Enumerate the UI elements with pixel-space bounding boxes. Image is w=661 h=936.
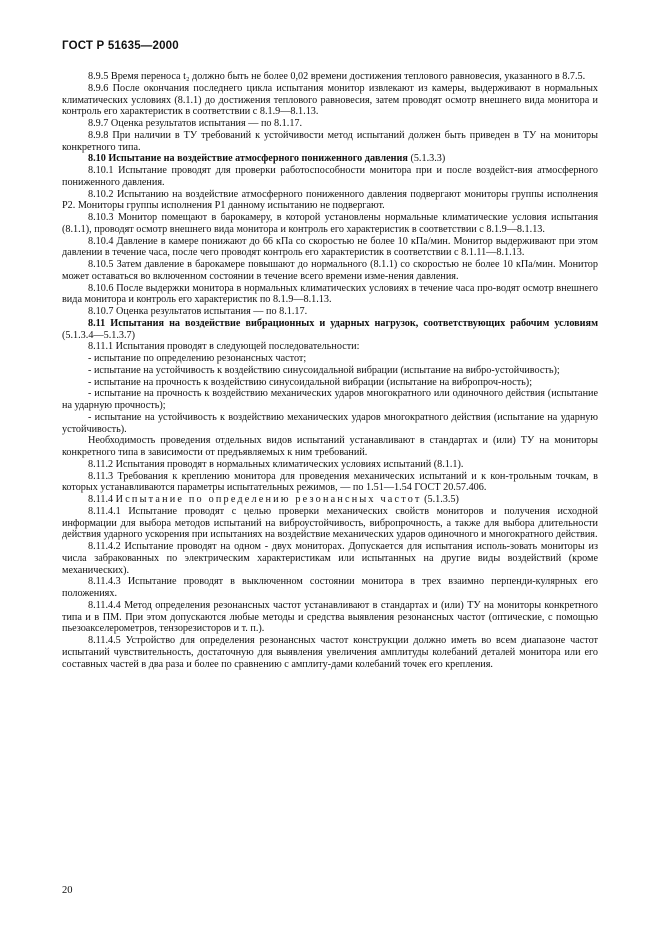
clause-text: Давление в камере понижают до 66 кПа со скоростью не более 10 кПа/мин. Монитор выдерживают при этом давлении в течение часа, после чего проводят контроль его характеристик в соответствии с 8.1.11—8.1.13. — [62, 235, 599, 259]
clause-paragraph — [62, 236, 598, 260]
list-item — [62, 353, 598, 365]
clause-number: 8.10.7 — [88, 306, 114, 317]
clause-paragraph — [62, 212, 598, 236]
clause-number: 8.9.8 — [88, 129, 109, 141]
clause-number: 8.11.4.1 — [88, 505, 121, 517]
clause-text: Испытание проводят для проверки работоспособности монитора при и после воздейст-вия атмосферного пониженного давления. — [62, 165, 598, 188]
section-title: Испытания на воздействие вибрационных и ударных нагрузок, соответствующих рабочим условиям — [110, 317, 599, 329]
clause-paragraph — [62, 459, 598, 471]
clause-number: 8.10.6 — [88, 282, 114, 294]
clause-text: Устройство для определения резонансных частот конструкции должно иметь во всем диапазоне частот испытаний чувствительность, достаточную для выявления увеличения амплитуды колебаний деталей монитора или его составных частей в два раза и более по сравнению с амплиту-дами колебаний точек его крепления. — [62, 635, 598, 670]
clause-text: При наличии в ТУ требований к устойчивости метод испытаний должен быть приведен в ТУ на мониторы конкретного типа. — [62, 129, 598, 153]
clause-text: Время переноса t₂ должно быть не более 0,02 времени достижения теплового равновесия, указанного в 8.7.5. — [110, 71, 586, 82]
clause-paragraph — [62, 576, 598, 600]
list-item-text: - испытание на устойчивость к воздействию синусоидальной вибрации (испытание на вибро-устойчивость); — [88, 364, 560, 376]
clause-paragraph — [62, 635, 598, 670]
list-item-text: - испытание на прочность к воздействию механических ударов многократного или одиночного действия (испытание на ударную прочность); — [62, 388, 598, 411]
list-item — [62, 412, 598, 436]
section-ref: (5.1.3.4—5.1.3.7) — [62, 329, 136, 341]
clause-number: 8.9.6 — [88, 82, 109, 94]
clause-text: Испытание проводят с целью проверки механических свойств мониторов и получения исходной информации для выбора методов испытаний на виброустойчивость, вибропрочность, а также для выбора длительности действия ударного ускорения при испытаниях на воздействие механических ударов одиночного и многократного действия. — [62, 505, 599, 541]
clause-paragraph — [62, 283, 598, 307]
clause-text: Оценка результатов испытания — по 8.1.17. — [116, 306, 308, 317]
clause-paragraph — [62, 259, 598, 283]
section-number: 8.11 — [88, 317, 106, 329]
clause-number: 8.11.3 — [88, 470, 114, 482]
clause-text: Испытания проводят в следующей последовательности: — [115, 341, 360, 353]
clause-number: 8.10.4 — [88, 235, 114, 247]
subsection-number: 8.11.4 — [88, 494, 114, 505]
clause-text: После выдержки монитора в нормальных климатических условиях в течение часа про-водят осмотр внешнего вида монитора и контроль его характеристик по 8.1.9—8.1.13. — [62, 282, 599, 306]
clause-text: Метод определения резонансных частот устанавливают в стандартах и (или) ТУ на мониторы конкретного типа и в ПМ. При этом допускаются любые методы и средства выявления резонансных частот (оптические, с помощью пьезоакселерометров, тензорезисторов и т. п.). — [62, 599, 598, 635]
clause-text: Монитор помещают в барокамеру, в которой установлены нормальные климатические условия испытания (8.1.1), проводят осмотр внешнего вида монитора и контроль его характеристик в соответствии с 8.1.9—8.1.13. — [62, 212, 599, 235]
clause-text: Испытанию на воздействие атмосферного пониженного давления подвергают мониторы группы исполнения Р2. Мониторы группы исполнения Р1 данному испытанию не подвергают. — [62, 188, 599, 212]
section-heading-text — [88, 153, 408, 164]
clause-paragraph — [62, 600, 598, 635]
clause-paragraph — [62, 130, 598, 154]
clause-text: Испытания проводят в нормальных климатических условиях испытаний (8.1.1). — [115, 458, 464, 470]
clause-paragraph — [62, 506, 598, 541]
clause-text: После окончания последнего цикла испытания монитор извлекают из камеры, выдерживают в нормальных климатических условиях (8.1.1) до достижения теплового равновесия, затем проводят осмотр внешнего вида монитора и контроль его характеристик в соответствии с 8.1.9—8.1.13. — [62, 82, 599, 118]
list-item — [62, 377, 598, 389]
clause-number: 8.11.4.3 — [88, 576, 121, 588]
clause-number: 8.10.2 — [88, 188, 114, 200]
list-item — [62, 388, 598, 412]
clause-number: 8.11.4.2 — [88, 541, 121, 552]
clause-number: 8.11.1 — [88, 341, 114, 353]
clause-paragraph — [62, 471, 598, 495]
clause-number: 8.9.7 — [88, 118, 109, 129]
clause-number: 8.10.3 — [88, 212, 114, 223]
clause-paragraph — [62, 341, 598, 353]
clause-number: 8.9.5 — [88, 71, 109, 82]
subsection-heading — [62, 494, 598, 506]
clause-paragraph — [62, 83, 598, 118]
clause-text: Требования к креплению монитора для проведения механических испытаний и к кон-трольным точкам, в которых устанавливаются параметры испытательных режимов, — по 1.51—1.54 ГОСТ 20.57.406. — [62, 470, 598, 494]
section-title: Испытание на воздействие атмосферного пониженного давления — [108, 153, 408, 165]
section-ref: (5.1.3.3) — [410, 153, 446, 165]
clause-paragraph — [62, 165, 598, 189]
clause-paragraph — [62, 306, 598, 318]
clause-number: 8.10.5 — [88, 259, 114, 270]
clause-number: 8.10.1 — [88, 165, 114, 176]
clause-paragraph — [62, 541, 598, 576]
list-item — [62, 365, 598, 377]
clause-paragraph — [62, 118, 598, 130]
clause-text: Испытание проводят на одном - двух мониторах. Допускается для испытания исполь-зовать мониторы из числа забракованных по электрическим характеристикам или испытанных на другие виды воздействий (кроме механических). — [62, 541, 598, 576]
section-heading-text — [88, 318, 598, 329]
list-item-text: - испытание на прочность к воздействию синусоидальной вибрации (испытание на вибропроч-ность); — [88, 376, 533, 388]
clause-text: Испытание проводят в выключенном состоянии монитора в трех взаимно перпенди-кулярных его положениях. — [62, 576, 599, 599]
page-number: 20 — [62, 885, 73, 896]
subsection-ref: (5.1.3.5) — [424, 494, 459, 505]
document-header: ГОСТ Р 51635—2000 — [62, 40, 179, 52]
clause-paragraph — [62, 189, 598, 213]
subsection-title: Испытание по определению резонансных частот — [115, 494, 422, 505]
list-item-text: - испытание по определению резонансных частот; — [88, 353, 307, 364]
list-item-text: - испытание на устойчивость к воздействию механических ударов многократного действия (испытание на ударную устойчивость). — [62, 411, 598, 435]
section-heading — [62, 153, 598, 165]
clause-number: 8.11.4.5 — [88, 635, 121, 646]
clause-paragraph — [62, 71, 598, 83]
clause-text: Затем давление в барокамере повышают до нормального (8.1.1) со скоростью не более 10 кПа/мин. Монитор может оставаться во включенном состоянии в течение всего времени изме-нения давления. — [62, 259, 598, 282]
section-number: 8.10 — [88, 153, 106, 165]
clause-number: 8.11.2 — [88, 458, 114, 470]
document-body — [62, 71, 598, 670]
list-item-text: Необходимость проведения отдельных видов испытаний устанавливают в стандартах и (или) ТУ на мониторы конкретного типа в зависимости от предъявляемых к ним требований. — [62, 435, 598, 458]
clause-number: 8.11.4.4 — [88, 599, 121, 611]
clause-text: Оценка результатов испытания — по 8.1.17. — [110, 118, 303, 129]
list-item — [62, 435, 598, 459]
section-heading — [62, 318, 598, 342]
